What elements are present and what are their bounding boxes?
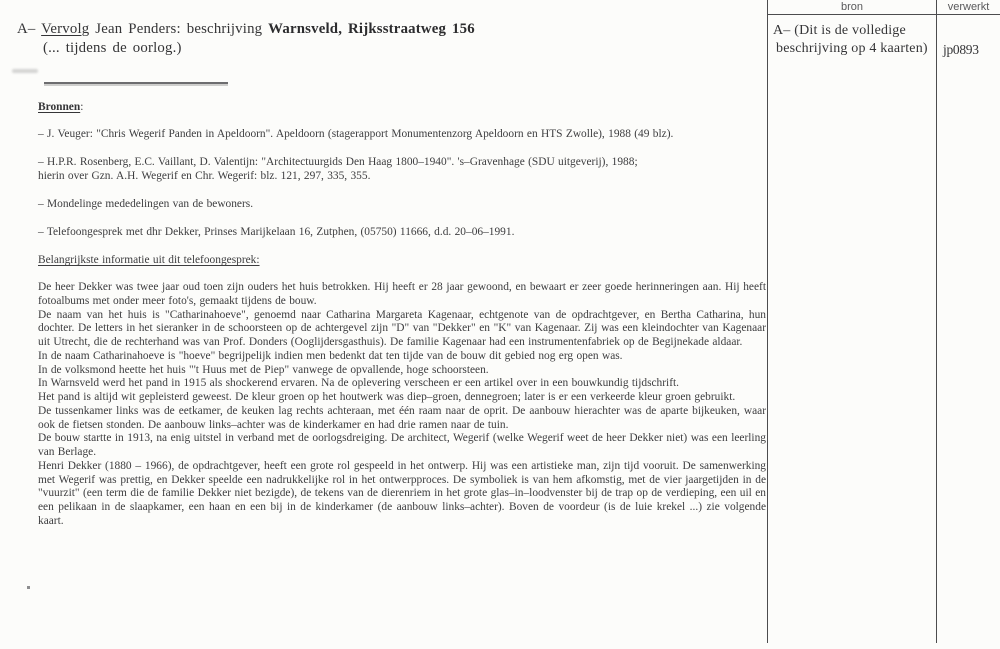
phone-info-heading-text: Belangrijkste informatie uit dit telefoongesprek:: [38, 254, 260, 266]
body-paragraph: In Warnsveld werd het pand in 1915 als shockerend ervaren. Na de oplevering verscheen er een artikel over in een bouwkundig tijdschrift.: [38, 377, 680, 390]
body-paragraph: De naam van het huis is "Catharinahoeve", genoemd naar Catharina Margareta Kagenaar, echtgenote van de opdrachtgever, en Bertha Catharina, hun dochter. De letters in het sieranker in de schoorsteen op de achtergevel zijn "D" van "Dekker" en "K" van Kagenaar. Zij was een kleindochter van Kagenaar uit Utrecht, die de rechterhand was van Prof. Donders (Ooglijdersgasthuis). De familie Kagenaar had een instrumentenfabriek op de Begijnekade aldaar.: [38, 308, 766, 348]
scan-speck: [27, 586, 30, 589]
verwerkt-code: jp0893: [943, 42, 979, 57]
sources-heading: [38, 101, 766, 115]
verwerkt-column-header: verwerkt: [947, 1, 990, 13]
body-paragraph: In de volksmond heette het huis "'t Huus met de Piep" vanwege de opvallende, hoge schoorsteen.: [38, 363, 489, 376]
body-paragraph: Het pand is altijd wit gepleisterd geweest. De kleur groen op het houtwerk was diep–groen, dennegroen; later is er een verkeerde kleur groen gebruikt.: [38, 391, 736, 403]
register-header-rule: [767, 14, 1000, 15]
bron-note-line: beschrijving op 4 kaarten): [776, 40, 928, 56]
title-address-bold: Warnsveld, Rijksstraatweg 156: [268, 21, 475, 37]
body-paragraph: De tussenkamer links was de eetkamer, de keuken lag rechts achteraan, met één raam naar de oprit. De aanbouw hierachter was de aparte bijkeuken, waar ook de fietsen stonden. De aanbouw links–achter was de kinderkamer en had drie ramen naar de tuin.: [38, 404, 766, 431]
source-item: [38, 156, 766, 184]
title-line-2: (... tijdens de oorlog.): [43, 40, 182, 56]
divider-line: [44, 82, 228, 84]
phone-info-heading: [38, 254, 766, 268]
scan-smudge: [12, 69, 38, 73]
body-paragraph: De heer Dekker was twee jaar oud toen zijn ouders het huis betrokken. Hij heeft er 28 jaar gewoond, en bewaart er zeer goede herinneringen aan. Hij heeft fotoalbums met onder meer foto's, gemaakt tijdens de bouw.: [38, 281, 766, 307]
title-line-1: [17, 20, 757, 39]
bron-note-line: A– (Dit is de volledige: [773, 23, 906, 38]
source-item-line: – Mondelinge mededelingen van de bewoners.: [38, 198, 254, 210]
bron-column-header: bron: [840, 1, 864, 13]
body-paragraph: Henri Dekker (1880 – 1966), de opdrachtgever, heeft een grote rol gespeeld in het ontwerp. Hij was een artistieke man, zijn tijd vooruit. De samenwerking met Wegerif was prettig, en Dekker speelde een nadrukkelijke rol in het ontwerpproces. De symboliek is van hem afkomstig, met de vier jaargetijden in de "vuurzit" (een term die de familie Dekker niet bezigde), de tekens van de dierenriem in het grote glas–in–loodvenster bij de trap op de verdieping, een uil en een pelikaan in de slaapkamer, een haan en een bij in de kinderkamer (de aanbouw links–achter). Boven de voordeur (is de luie krekel ...) zie volgende kaart.: [38, 459, 766, 527]
source-item-line: – J. Veuger: "Chris Wegerif Panden in Apeldoorn". Apeldoorn (stagerapport Monumentenzorg Apeldoorn en HTS Zwolle), 1988 (49 blz).: [38, 128, 674, 140]
title-middle: Jean Penders: beschrijving: [89, 21, 269, 37]
source-item-line: – H.P.R. Rosenberg, E.C. Vaillant, D. Valentijn: "Architectuurgids Den Haag 1800–1940". 's–Gravenhage (SDU uitgeverij), 1988;: [38, 156, 638, 168]
bron-note: [773, 22, 935, 57]
source-item-line: – Telefoongesprek met dhr Dekker, Prinses Marijkelaan 16, Zutphen, (05750) 11666, d.d. 20–06–1991.: [38, 226, 515, 238]
body-paragraph: In de naam Catharinahoeve is "hoeve" begrijpelijk indien men bedenkt dat ten tijde van de bouw dit gebied nog erg open was.: [38, 349, 623, 362]
source-item: [38, 128, 766, 142]
sources-heading-word: Bronnen: [38, 101, 81, 113]
title-underlined-word: Vervolg: [41, 21, 90, 37]
sources-heading-colon: :: [80, 101, 84, 113]
source-item: [38, 226, 766, 240]
document-title: [17, 20, 757, 58]
register-divider-right: [936, 0, 937, 643]
body-text: [38, 281, 766, 529]
source-item-line: hierin over Gzn. A.H. Wegerif en Chr. Wegerif: blz. 121, 297, 335, 355.: [38, 169, 371, 182]
body-paragraph: De bouw startte in 1913, na enig uitstel in verband met de oorlogsdreiging. De architect, Wegerif (welke Wegerif weet de heer Dekker niet) was een leerling van Berlage.: [38, 432, 766, 458]
title-prefix: A–: [17, 21, 42, 37]
source-item: [38, 198, 766, 212]
register-divider-left: [767, 0, 768, 643]
